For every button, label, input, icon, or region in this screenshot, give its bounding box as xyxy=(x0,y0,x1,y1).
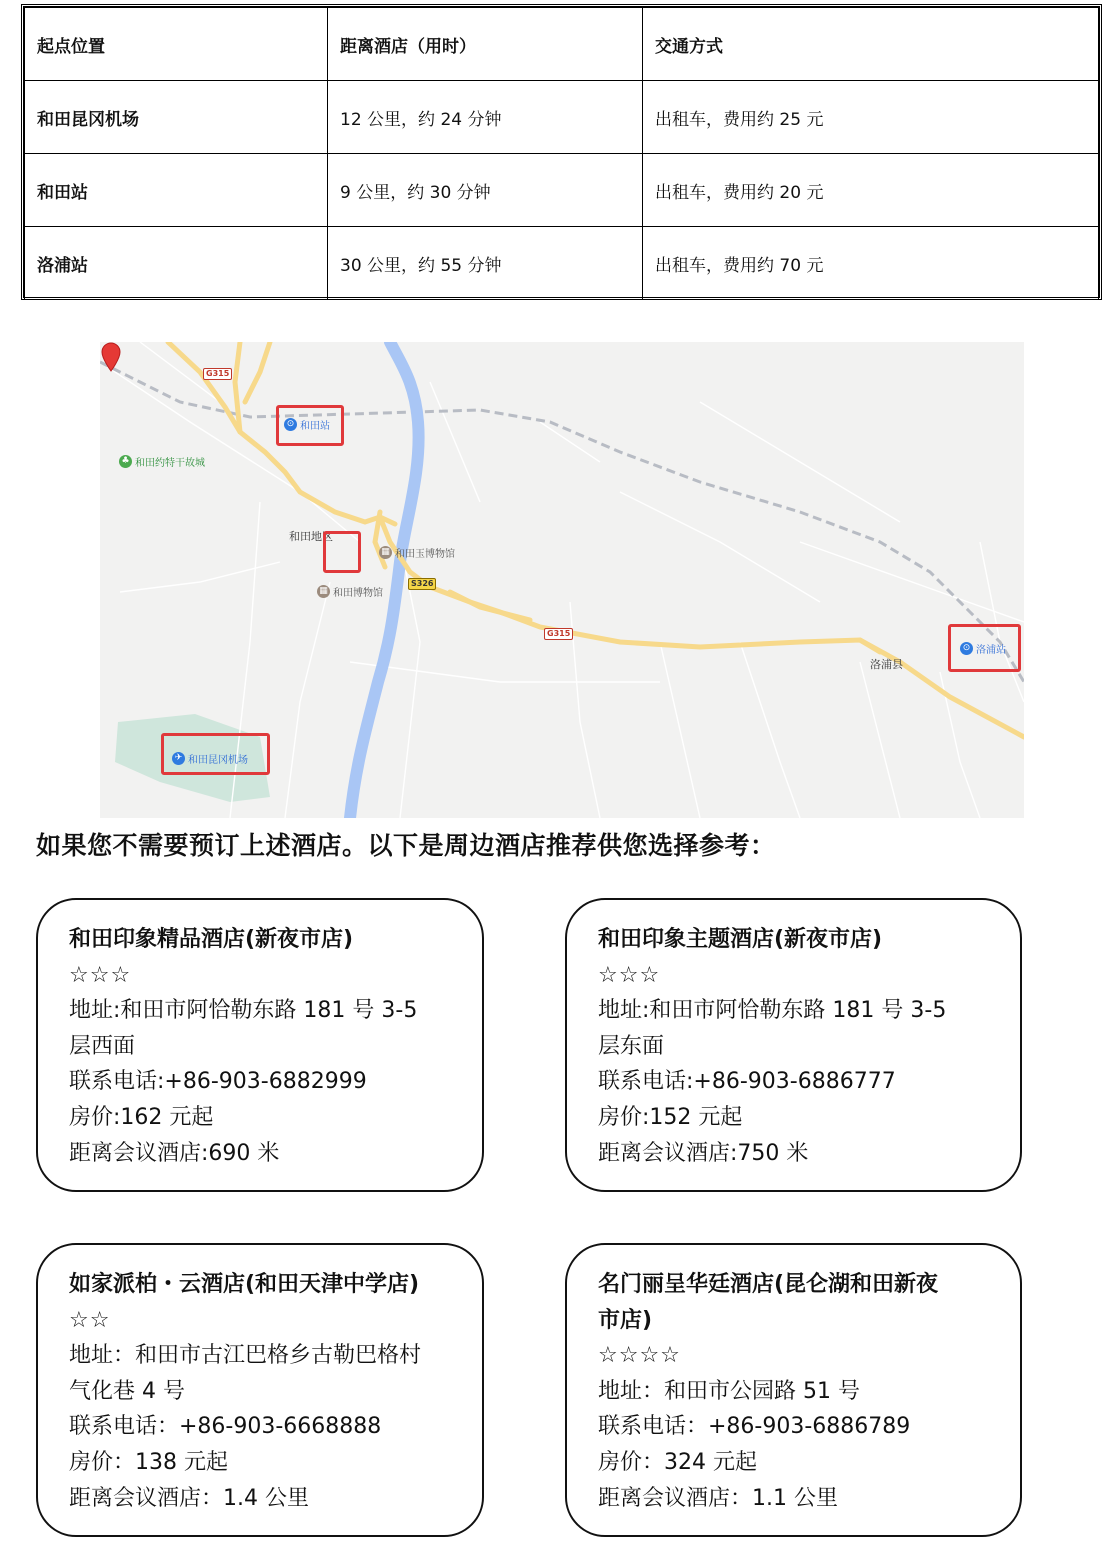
luopu-county-label: 洛浦县 xyxy=(870,658,903,671)
road-shield-g315: G315 xyxy=(203,368,232,380)
table-header-row xyxy=(25,8,1099,81)
cell-transport: 出租车，费用约 25 元 xyxy=(643,81,1099,154)
park-icon: ♣ xyxy=(119,455,132,468)
map-pin-icon[interactable] xyxy=(100,342,122,372)
hotel-address: 地址:和田市阿恰勒东路 181 号 3-5 xyxy=(69,998,418,1024)
hetian-station-label: 和田站 xyxy=(300,421,330,432)
cell-distance: 12 公里，约 24 分钟 xyxy=(328,81,643,154)
header-transport: 交通方式 xyxy=(643,8,1099,81)
train-station-icon: ⊙ xyxy=(960,642,973,655)
hotel-distance: 距离会议酒店:690 米 xyxy=(69,1140,280,1166)
star-rating: ☆☆☆ xyxy=(598,962,661,988)
cell-transport: 出租车，费用约 20 元 xyxy=(643,154,1099,227)
cell-distance: 30 公里，约 55 分钟 xyxy=(328,227,643,300)
hotel-card[interactable] xyxy=(36,1243,484,1537)
ancient-city-poi[interactable] xyxy=(119,454,205,469)
table-row xyxy=(25,81,1099,154)
transport-table xyxy=(24,7,1099,300)
location-map xyxy=(100,342,1024,818)
luopu-station-label: 洛浦站 xyxy=(976,645,1006,656)
hotel-name: 名门丽呈华廷酒店(昆仑湖和田新夜 xyxy=(598,1272,939,1297)
header-distance: 距离酒店（用时） xyxy=(328,8,643,81)
hotel-card[interactable] xyxy=(565,1243,1022,1537)
hotel-price: 房价：138 元起 xyxy=(69,1449,228,1475)
hotel-price: 房价：324 元起 xyxy=(598,1449,757,1475)
hotel-name: 如家派柏・云酒店(和田天津中学店) xyxy=(69,1272,420,1297)
cell-origin: 和田昆冈机场 xyxy=(25,81,328,154)
ancient-city-label: 和田约特干故城 xyxy=(135,458,205,469)
section-heading: 如果您不需要预订上述酒店。以下是周边酒店推荐供您选择参考： xyxy=(36,831,776,860)
train-station-icon: ⊙ xyxy=(284,418,297,431)
hotel-phone: 联系电话：+86-903-6668888 xyxy=(69,1414,382,1440)
hotel-card[interactable] xyxy=(565,898,1022,1192)
jade-museum-poi[interactable] xyxy=(379,545,455,560)
hotel-distance: 距离会议酒店：1.4 公里 xyxy=(69,1485,309,1511)
airport-label: 和田昆冈机场 xyxy=(188,755,248,766)
table-row xyxy=(25,227,1099,300)
hotel-address-cont: 层西面 xyxy=(69,1033,136,1059)
airplane-icon: ✈ xyxy=(172,752,185,765)
hotel-name: 和田印象精品酒店(新夜市店) xyxy=(69,927,354,952)
jade-museum-label: 和田玉博物馆 xyxy=(395,549,455,560)
hotel-price: 房价:162 元起 xyxy=(69,1104,214,1130)
star-rating: ☆☆☆ xyxy=(69,962,132,988)
hotel-distance: 距离会议酒店:750 米 xyxy=(598,1140,809,1166)
cell-distance: 9 公里，约 30 分钟 xyxy=(328,154,643,227)
hotel-name-cont: 市店) xyxy=(598,1307,653,1333)
district-label: 和田地区 xyxy=(289,530,333,543)
hotel-distance: 距离会议酒店：1.1 公里 xyxy=(598,1485,838,1511)
hotel-phone: 联系电话：+86-903-6886789 xyxy=(598,1414,911,1440)
table-row xyxy=(25,154,1099,227)
hotel-card[interactable] xyxy=(36,898,484,1192)
cell-origin: 洛浦站 xyxy=(25,227,328,300)
airport-highlight xyxy=(161,733,270,775)
museum-icon: ▦ xyxy=(317,585,330,598)
hotel-address: 地址：和田市公园路 51 号 xyxy=(598,1378,860,1404)
hotel-name: 和田印象主题酒店(新夜市店) xyxy=(598,927,883,952)
star-rating: ☆☆☆☆ xyxy=(598,1343,681,1369)
road-shield-g315: G315 xyxy=(544,628,573,640)
cell-origin: 和田站 xyxy=(25,154,328,227)
museum-label: 和田博物馆 xyxy=(333,588,383,599)
hotel-address: 地址:和田市阿恰勒东路 181 号 3-5 xyxy=(598,998,947,1024)
hotel-phone: 联系电话:+86-903-6882999 xyxy=(69,1069,367,1095)
hotel-address-cont: 气化巷 4 号 xyxy=(69,1378,185,1404)
hotel-address-cont: 层东面 xyxy=(598,1033,665,1059)
hetian-station-highlight xyxy=(276,405,344,446)
star-rating: ☆☆ xyxy=(69,1307,111,1333)
hotel-price: 房价:152 元起 xyxy=(598,1104,743,1130)
hotel-address: 地址：和田市古江巴格乡古勒巴格村 xyxy=(69,1343,422,1369)
road-shield-s326: S326 xyxy=(408,578,436,590)
header-origin: 起点位置 xyxy=(25,8,328,81)
museum-icon: ▦ xyxy=(379,546,392,559)
hotel-phone: 联系电话:+86-903-6886777 xyxy=(598,1069,896,1095)
museum-poi[interactable] xyxy=(317,584,383,599)
transport-table-wrapper xyxy=(21,4,1102,300)
hotel-location-highlight xyxy=(323,531,361,573)
cell-transport: 出租车，费用约 70 元 xyxy=(643,227,1099,300)
luopu-station-highlight xyxy=(948,624,1021,672)
